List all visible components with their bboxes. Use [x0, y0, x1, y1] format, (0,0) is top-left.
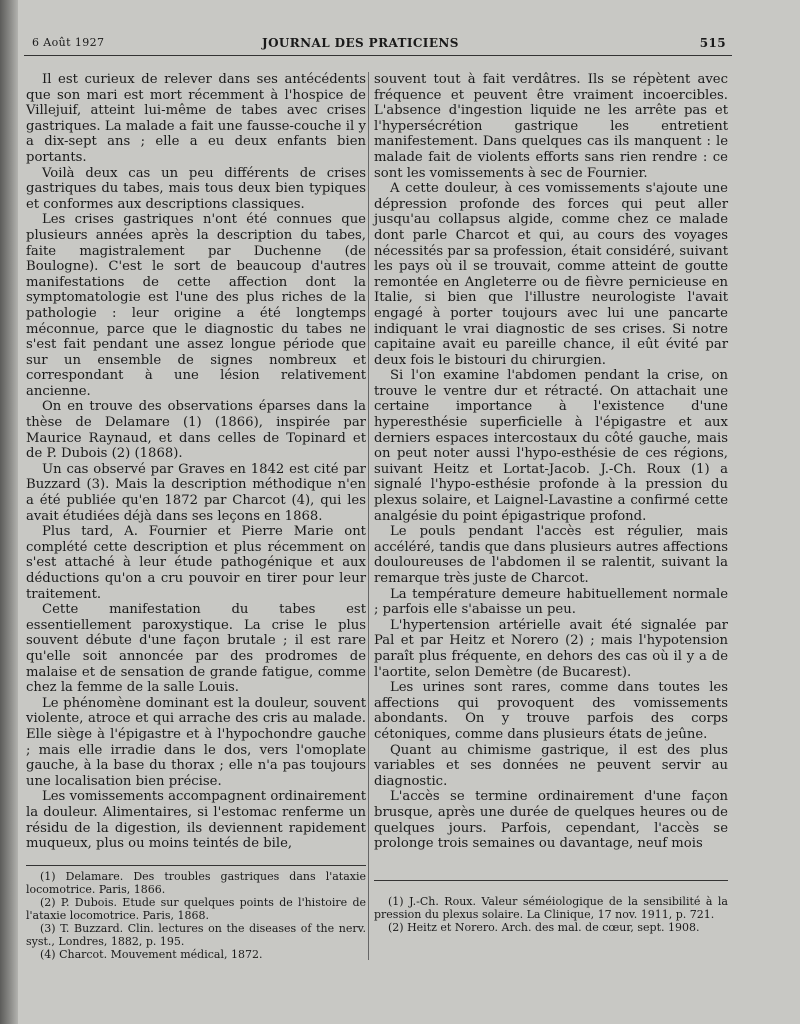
paragraph: souvent tout à fait verdâtres. Ils se répètent avec fréquence et peuvent être vraiment incoercibles. L'absence d'ingestion liquide ne les arrête pas et l'hypersécrétion gastrique les entretient manifestement. Dans quelques cas ils manquent : le malade fait de violents efforts sans rien rendre : ce sont les vomissements à sec de Fournier. — [374, 72, 728, 181]
paragraph: Un cas observé par Graves en 1842 est cité par Buzzard (3). Mais la description méthodique n'en a été publiée qu'en 1872 par Charcot (4), qui les avait étudiées déjà dans ses leçons en 1868. — [26, 461, 366, 524]
journal-page — [18, 0, 800, 1024]
footnote: (1) Delamare. Des troubles gastriques dans l'ataxie locomotrice. Paris, 1866. — [26, 870, 366, 896]
footnote-rule — [26, 865, 366, 866]
paragraph: Les vomissements accompagnent ordinairement la douleur. Alimentaires, si l'estomac renferme un résidu de la digestion, ils deviennent rapidement muqueux, plus ou moins teintés de bile, — [26, 789, 366, 852]
right-column — [374, 72, 728, 852]
header-rule — [24, 55, 732, 56]
binding-gutter — [0, 0, 18, 1024]
footnote: (3) T. Buzzard. Clin. lectures on the diseases of the nerv. syst., Londres, 1882, p. 195. — [26, 922, 366, 948]
paragraph: Le phénomène dominant est la douleur, souvent violente, atroce et qui arrache des cris au malade. Elle siège à l'épigastre et à l'hypochondre gauche ; mais elle irradie dans le dos, vers l'omoplate gauche, à la base du thorax ; elle n'a pas toujours une localisation bien précise. — [26, 695, 366, 789]
paragraph: Quant au chimisme gastrique, il est des plus variables et ses données ne peuvent servir au diagnostic. — [374, 742, 728, 789]
paragraph: Si l'on examine l'abdomen pendant la crise, on trouve le ventre dur et rétracté. On attachait une certaine importance à l'existence d'une hyperesthésie superficielle à l'épigastre et aux derniers espaces intercostaux du côté gauche, mais on peut noter aussi l'hypo-esthésie de ces régions, suivant Heitz et Lortat-Jacob. J.-Ch. Roux (1) a signalé l'hypo-esthésie profonde à la pression du plexus solaire, et Laignel-Lavastine a confirmé cette analgésie du point épigastrique profond. — [374, 368, 728, 524]
paragraph: L'hypertension artérielle avait été signalée par Pal et par Heitz et Norero (2) ; mais l'hypotension paraît plus fréquente, en dehors des cas où il y a de l'aortite, selon Demètre (de Bucarest). — [374, 617, 728, 680]
right-footnotes — [374, 895, 728, 934]
paragraph: Les urines sont rares, comme dans toutes les affections qui provoquent des vomissements abondants. On y trouve parfois des corps cétoniques, comme dans plusieurs états de jeûne. — [374, 680, 728, 742]
column-divider — [368, 72, 369, 960]
footnote-rule — [374, 880, 728, 881]
issue-date: 6 Août 1927 — [32, 36, 105, 49]
left-footnotes — [26, 870, 366, 961]
footnote: (1) J.-Ch. Roux. Valeur séméiologique de la sensibilité à la pression du plexus solaire. La Clinique, 17 nov. 1911, p. 721. — [374, 895, 728, 921]
paragraph: La température demeure habituellement normale ; parfois elle s'abaisse un peu. — [374, 586, 728, 618]
paragraph: Il est curieux de relever dans ses antécédents que son mari est mort récemment à l'hospice de Villejuif, atteint lui-même de tabes avec crises gastriques. La malade a fait une fausse-couche il y a dix-sept ans ; elle a eu deux enfants bien portants. — [26, 72, 366, 165]
paragraph: Les crises gastriques n'ont été connues que plusieurs années après la description du tabes, faite magistralement par Duchenne (de Boulogne). C'est le sort de beaucoup d'autres manifestations de cette affection dont la symptomatologie est l'une des plus riches de la pathologie : leur origine a été longtemps méconnue, parce que le diagnostic du tabes ne s'est fait pendant une assez longue période que sur un ensemble de signes nombreux et correspondant à une lésion relativement ancienne. — [26, 212, 366, 399]
journal-title: JOURNAL DES PRATICIENS — [262, 36, 459, 50]
footnote: (2) P. Dubois. Etude sur quelques points de l'histoire de l'ataxie locomotrice. Paris, 1868. — [26, 896, 366, 922]
left-column — [26, 72, 366, 852]
paragraph: Le pouls pendant l'accès est régulier, mais accéléré, tandis que dans plusieurs autres affections douloureuses de l'abdomen il se ralentit, suivant la remarque très juste de Charcot. — [374, 524, 728, 586]
running-header — [30, 36, 730, 52]
footnote: (4) Charcot. Mouvement médical, 1872. — [40, 948, 263, 961]
paragraph: L'accès se termine ordinairement d'une façon brusque, après une durée de quelques heures ou de quelques jours. Parfois, cependant, l'accès se prolonge trois semaines ou davantage, neuf mois — [374, 789, 728, 852]
footnote: (2) Heitz et Norero. Arch. des mal. de cœur, sept. 1908. — [388, 921, 700, 934]
paragraph: A cette douleur, à ces vomissements s'ajoute une dépression profonde des forces qui peut aller jusqu'au collapsus algide, comme chez ce malade dont parle Charcot et qui, au cours des voyages nécessités par sa profession, était considéré, suivant les pays où il se trouvait, comme atteint de goutte remontée en Angleterre ou de fièvre pernicieuse en Italie, si bien que l'illustre neurologiste l'avait engagé à porter toujours avec lui une pancarte indiquant le vrai diagnostic de ses crises. Si notre capitaine avait eu pareille chance, il eût évité par deux fois le bistouri du chirurgien. — [374, 181, 728, 368]
paragraph: Plus tard, A. Fournier et Pierre Marie ont complété cette description et plus récemment on s'est attaché à leur étude pathogénique et aux déductions qu'on a cru pouvoir en tirer pour leur traitement. — [26, 524, 366, 602]
page-number: 515 — [699, 36, 726, 50]
paragraph: On en trouve des observations éparses dans la thèse de Delamare (1) (1866), inspirée par Maurice Raynaud, et dans celles de Topinard et de P. Dubois (2) (1868). — [26, 399, 366, 462]
paragraph: Cette manifestation du tabes est essentiellement paroxystique. La crise le plus souvent débute d'une façon brutale ; il est rare qu'elle soit annoncée par des prodromes de malaise et de sensation de grande fatigue, comme chez la femme de la salle Louis. — [26, 602, 366, 696]
paragraph: Voilà deux cas un peu différents de crises gastriques du tabes, mais tous deux bien typiques et conformes aux descriptions classiques. — [26, 165, 366, 212]
